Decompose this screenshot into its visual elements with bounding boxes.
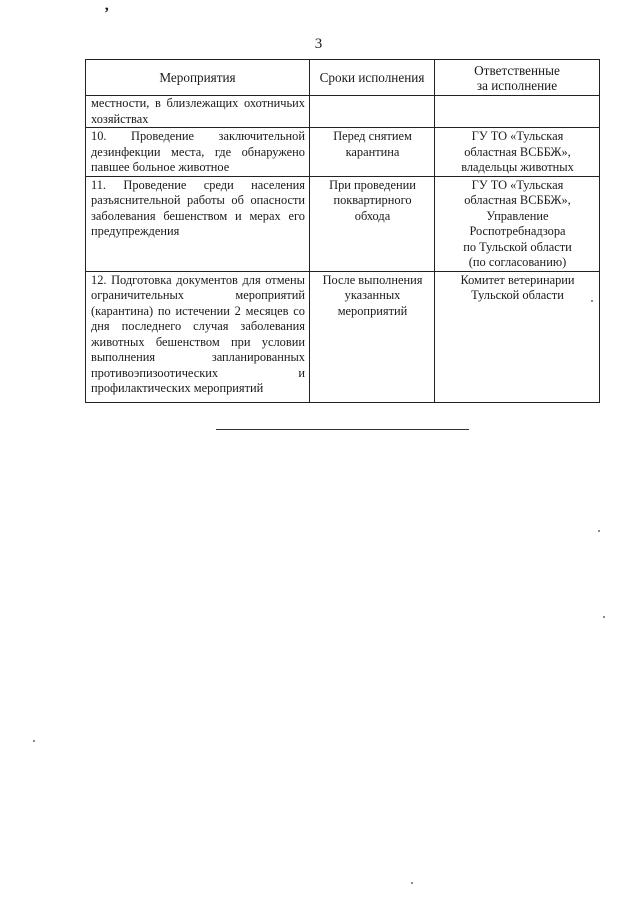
responsible-cell: ГУ ТО «Тульская областная ВСББЖ», Управление Роспотребнадзора по Тульской области (по согласованию) [435, 176, 600, 271]
scan-speck [591, 300, 593, 302]
measure-cell: 11. Проведение среди населения разъяснительной работы об опасности заболевания бешенством и мерах его предупреждения [86, 176, 310, 271]
table-header-row [86, 60, 600, 96]
deadline-cell: Перед снятием карантина [310, 128, 435, 177]
scan-speck [411, 882, 413, 884]
responsible-cell: Комитет ветеринарии Тульской области [435, 271, 600, 402]
table-row [86, 96, 600, 128]
deadline-cell [310, 96, 435, 128]
scan-speck [603, 616, 605, 618]
scan-speck [598, 530, 600, 532]
measure-cell: 10. Проведение заключительной дезинфекции места, где обнаружено павшее больное животное [86, 128, 310, 177]
responsible-cell: ГУ ТО «Тульская областная ВСББЖ», владельцы животных [435, 128, 600, 177]
responsible-cell [435, 96, 600, 128]
measure-cell: 12. Подготовка документов для отмены ограничительных мероприятий (карантина) по истечении 2 месяцев со дня последнего случая заболевания животных бешенством при условии выполнения запланированных противоэпизоотических и профилактических мероприятий [86, 271, 310, 402]
table-row [86, 128, 600, 177]
deadline-cell: При проведении поквартирного обхода [310, 176, 435, 271]
header-responsible: Ответственные за исполнение [435, 60, 600, 96]
table-row [86, 271, 600, 402]
page-number: 3 [314, 36, 323, 52]
stray-mark: ’ [104, 5, 110, 22]
end-divider-line [216, 429, 469, 430]
header-measures: Мероприятия [86, 60, 310, 96]
scan-speck [33, 740, 35, 742]
table-row [86, 176, 600, 271]
deadline-cell: После выполнения указанных мероприятий [310, 271, 435, 402]
measure-cell: местности, в близлежащих охотничьих хозяйствах [86, 96, 310, 128]
measures-table [85, 59, 600, 403]
header-deadline: Сроки исполнения [310, 60, 435, 96]
